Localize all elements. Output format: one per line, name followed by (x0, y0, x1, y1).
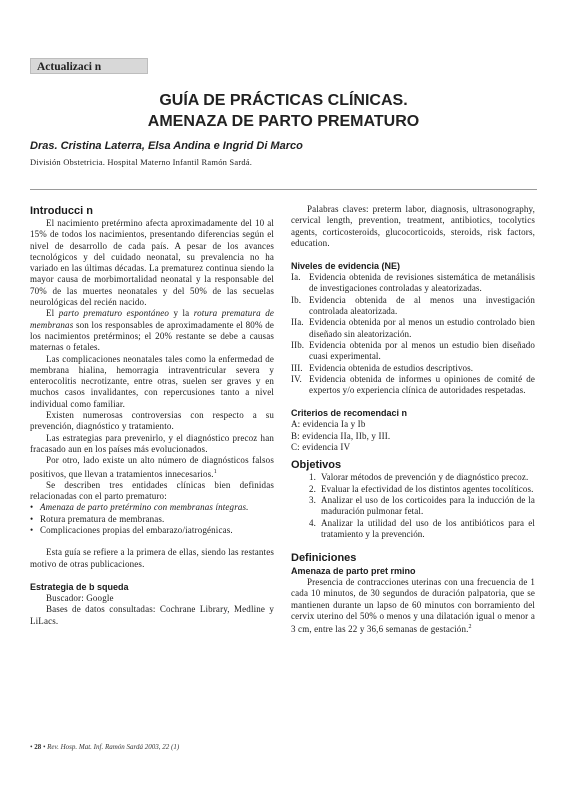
intro-paragraph-2: El parto prematuro espontáneo y la rotura prematura de membranas son los responsables de aproximadamente el 80% de los nacimientos pretérminos; el 20% restante se debe a causas maternas o fetales. (30, 308, 274, 353)
strategy-heading: Estrategia de b squeda (30, 581, 129, 592)
evidence-level-item (291, 295, 535, 318)
intro-paragraph-4: Existen numerosas controversias con respecto a su prevención, diagnóstico y tratamiento. (30, 410, 274, 432)
left-column (30, 204, 274, 627)
objective-item (291, 495, 535, 518)
evidence-level-code: Ia. (291, 272, 301, 283)
definitions-heading: Definiciones (291, 552, 357, 565)
section-tab-label: Actualizaci n (37, 61, 102, 73)
citation-ref-1: 1 (213, 468, 217, 475)
keywords: Palabras claves: preterm labor, diagnosis, ultrasonography, cervical length, prevention, treatment, antibiotics, tocolytics agents, corticosteroids, glucocorticoids, steroids, risk factors, education. (291, 204, 535, 248)
page-number: 28 (34, 743, 42, 751)
evidence-levels-list (291, 272, 535, 396)
evidence-level-code: Ib. (291, 294, 302, 305)
authors: Dras. Cristina Laterra, Elsa Andina e Ingrid Di Marco (30, 140, 303, 152)
article-title-line2: AMENAZA DE PARTO PREMATURO (147, 113, 420, 130)
objective-item (291, 518, 535, 541)
evidence-level-item (291, 340, 535, 363)
criteria-item: C: evidencia IV (291, 442, 351, 453)
intro-paragraph-3: Las complicaciones neonatales tales como la enfermedad de membrana hialina, hemorragia intraventricular severa y enterocolitis necrotizante, entre otras, suelen ser graves y en muchos casos invalidantes, con repercusiones tanto a nivel individual como familiar. (30, 353, 274, 409)
affiliation: División Obstetricia. Hospital Materno Infantil Ramón Sardá. (30, 157, 253, 167)
citation-ref-2: 2 (468, 624, 472, 631)
evidence-level-item (291, 272, 535, 295)
objective-text: Analizar el uso de los corticoides para la inducción de la maduración pulmonar fetal. (321, 494, 535, 517)
objective-text: Analizar la utilidad del uso de los antibióticos para el tratamiento y la prevención. (321, 517, 535, 539)
strategy-databases: Bases de datos consultadas: Cochrane Library, Medline y LiLacs. (30, 604, 274, 626)
evidence-level-text: Evidencia obtenida de al menos una investigación controlada aleatorizada. (309, 294, 535, 317)
objectives-list (291, 472, 535, 540)
list-item: • Complicaciones propias del embarazo/iatrogénicas. (30, 525, 274, 536)
list-item: • Amenaza de parto pretérmino con membranas íntegras. (30, 502, 274, 513)
objective-number: 2. (309, 483, 316, 494)
objective-number: 4. (309, 517, 316, 528)
objective-text: Evaluar la efectividad de los distintos agentes tocolíticos. (321, 483, 534, 494)
evidence-level-text: Evidencia obtenida por al menos un estudio bien diseñado cuasi experimental. (309, 339, 535, 362)
evidence-level-text: Evidencia obtenida de informes u opiniones de comité de expertos y/o experiencia clínica de autoridades respetadas. (309, 373, 535, 396)
intro-paragraph-7: Se describen tres entidades clínicas bien definidas relacionadas con el parto prematuro: (30, 479, 274, 502)
definitions-subheading: Amenaza de parto pret rmino (291, 566, 416, 577)
levels-heading: Niveles de evidencia (NE) (291, 261, 401, 272)
right-column (291, 204, 535, 636)
evidence-level-code: IIa. (291, 317, 304, 328)
list-item: • Rotura prematura de membranas. (30, 514, 274, 525)
objective-item (291, 484, 535, 495)
journal-citation: Rev. Hosp. Mat. Inf. Ramón Sardá 2003, 22 (1) (47, 743, 180, 751)
objective-text: Valorar métodos de prevención y de diagnóstico precoz. (321, 472, 529, 483)
header-divider (30, 189, 537, 190)
recommendation-criteria-list (291, 419, 535, 453)
evidence-level-text: Evidencia obtenida de estudios descriptivos. (309, 362, 474, 373)
section-tab (30, 58, 148, 74)
objective-number: 1. (309, 472, 316, 483)
clinical-entities-list (30, 502, 274, 536)
evidence-level-text: Evidencia obtenida de revisiones sistemática de metanálisis de investigaciones controladas y aleatorizadas. (309, 272, 535, 294)
criteria-item: A: evidencia Ia y Ib (291, 419, 366, 430)
evidence-level-item (291, 317, 535, 340)
criteria-item: B: evidencia IIa, IIb, y III. (291, 430, 391, 441)
objective-item (291, 472, 535, 483)
objective-number: 3. (309, 494, 316, 505)
intro-paragraph-6: Por otro, lado existe un alto número de diagnósticos falsos positivos, que llevan a tratamientos innecesarios.$^1$ (30, 455, 274, 479)
evidence-level-code: IV. (291, 373, 302, 384)
intro-paragraph-1: El nacimiento pretérmino afecta aproximadamente del 10 al 15% de todos los nacimientos, presentando diferencias según el nivel de desarrollo de cada país. A pesar de los avances tecnológicos y del cuidado neonatal, su prevalencia no ha variado en las últimas décadas. La prematurez continua siendo la mayor causa de morbimortalidad neonatal y la responsable del 70% de las muertes neonatales y del 50% de las secuelas neurológicas del recién nacido. (30, 218, 274, 308)
strategy-search-engine: Buscador: Google (46, 592, 114, 603)
intro-heading: Introducci n (30, 205, 93, 217)
evidence-level-code: IIb. (291, 339, 305, 350)
criteria-heading: Criterios de recomendaci n (291, 408, 408, 419)
page-footer: • 28 • Rev. Hosp. Mat. Inf. Ramón Sardá 2003, 22 (1) (30, 743, 180, 751)
intro-paragraph-5: Las estrategias para prevenirlo, y el diagnóstico precoz han fracasado aun en los países más evolucionados. (30, 432, 274, 454)
definitions-paragraph: Presencia de contracciones uterinas con una frecuencia de 1 cada 10 minutos, de 30 segundos de duración palpatoria, que se mantienen durante un lapso de 60 minutos con borramiento del cervix uterino del 50% o menos y una dilatación igual o menor a 3 cm, entre las 22 y 36,6 semanas de gestación.$^2$ (291, 577, 535, 635)
objectives-heading: Objetivos (291, 459, 342, 472)
evidence-level-text: Evidencia obtenida por al menos un estudio controlado bien diseñado sin aleatorización. (309, 317, 535, 339)
article-title-line1: GUÍA DE PRÁCTICAS CLÍNICAS. (159, 92, 408, 109)
evidence-level-item (291, 363, 535, 374)
term-rotura-prematura: rotura prematura de membranas (30, 308, 274, 330)
term-parto-prematuro: parto prematuro espontáneo (58, 308, 170, 319)
evidence-level-item (291, 374, 535, 397)
intro-paragraph-8: Esta guía se refiere a la primera de ellas, siendo las restantes motivo de otras publicaciones. (30, 547, 274, 569)
evidence-level-code: III. (291, 362, 303, 373)
